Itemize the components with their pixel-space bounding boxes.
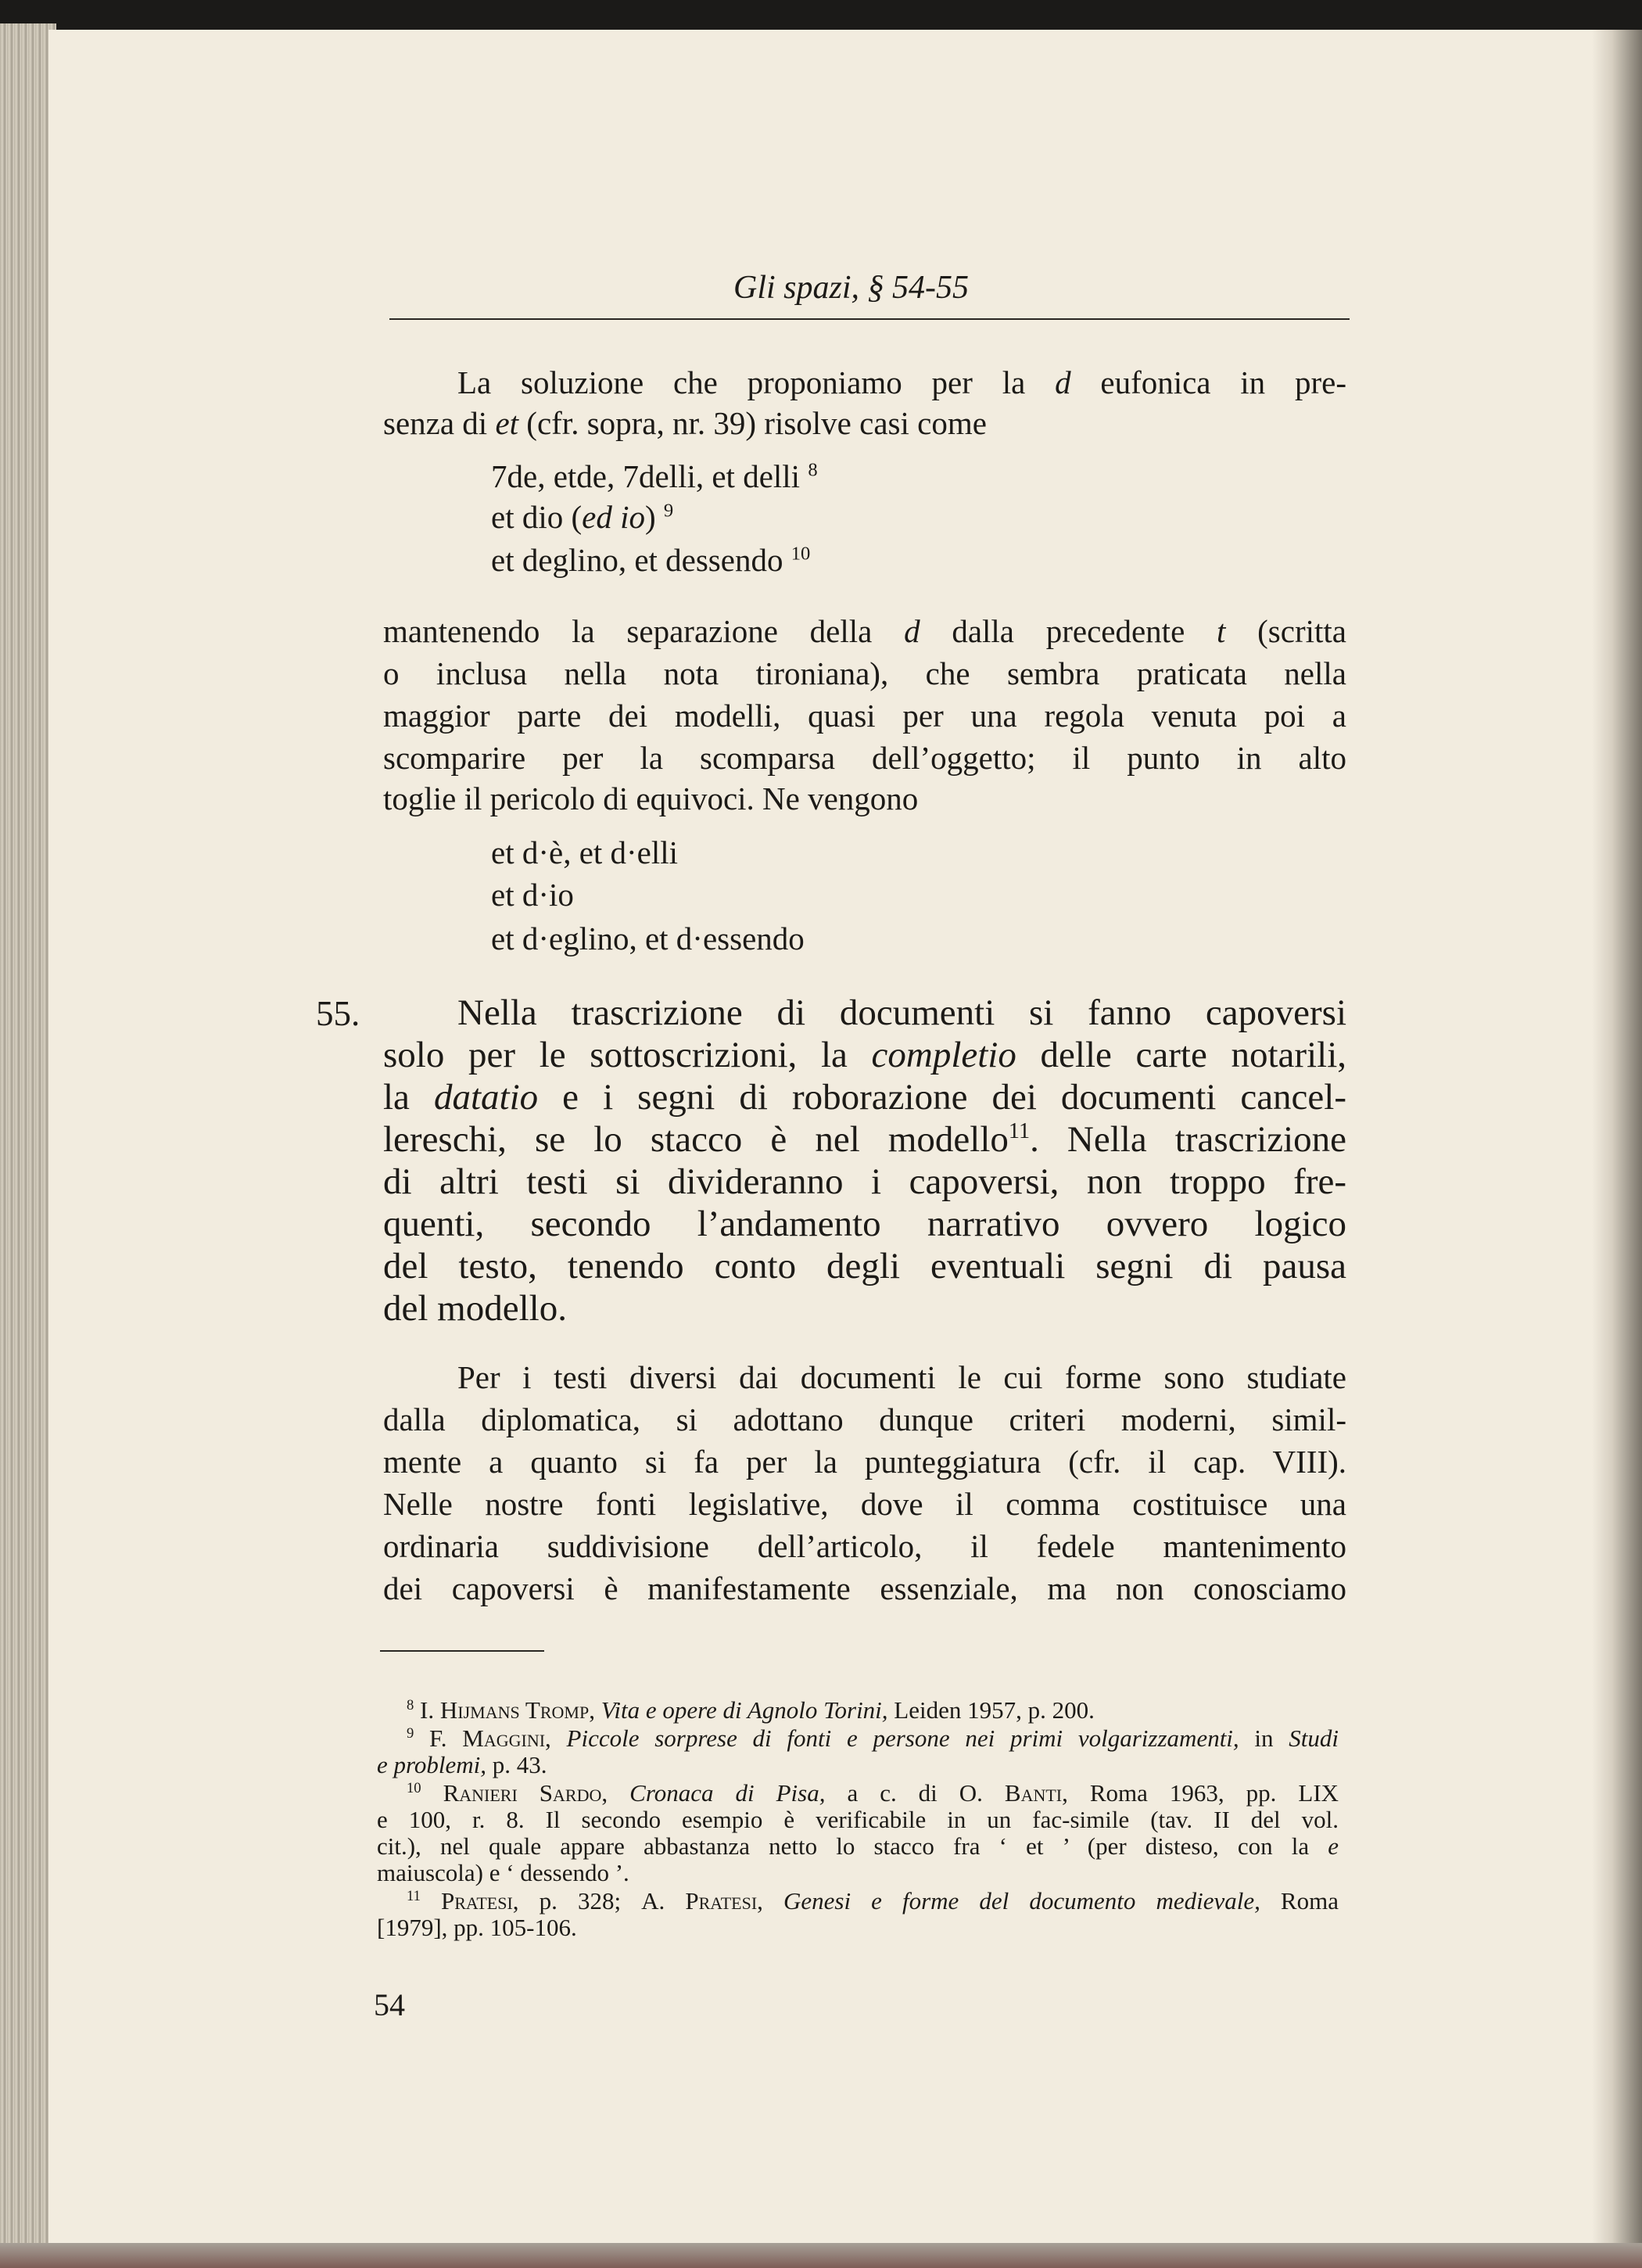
example-line: et d·eglino, et d·essendo bbox=[491, 920, 805, 956]
footnote-rule bbox=[380, 1650, 544, 1652]
section55-line8: del modello. bbox=[383, 1288, 567, 1329]
footnote-10-line3: cit.), nel quale appare abbastanza netto lo stacco fra ‘ et ’ (per disteso, con la e bbox=[377, 1832, 1339, 1860]
footnote-11-line2: [1979], pp. 105-106. bbox=[377, 1914, 577, 1941]
example-line: et deglino, et dessendo $^{10}$ bbox=[491, 542, 811, 578]
section55-line6: quenti, secondo l’andamento narrativo ovvero logico bbox=[383, 1204, 1346, 1244]
para3-line2: dalla diplomatica, si adottano dunque criteri moderni, simil- bbox=[383, 1401, 1346, 1437]
para2-line4: scomparire per la scomparsa dell’oggetto; il punto in alto bbox=[383, 740, 1346, 776]
para3-line3: mente a quanto si fa per la punteggiatura (cfr. il cap. VIII). bbox=[383, 1444, 1346, 1480]
footnote-10-line2: e 100, r. 8. Il secondo esempio è verificabile in un fac-simile (tav. II del vol. bbox=[377, 1806, 1339, 1833]
para2-line2: o inclusa nella nota tironiana), che sembra praticata nella bbox=[383, 655, 1346, 691]
para3-line5: ordinaria suddivisione dell’articolo, il fedele mantenimento bbox=[383, 1528, 1346, 1564]
para1-line1: La soluzione che proponiamo per la d eufonica in pre- bbox=[457, 364, 1346, 400]
section55-line1: Nella trascrizione di documenti si fanno capoversi bbox=[457, 992, 1346, 1033]
footnote-8: $^8$ I. Hijmans Tromp, Vita e opere di Agnolo Torini, Leiden 1957, p. 200. bbox=[407, 1696, 1095, 1724]
footnote-10-line4: maiuscola) e ‘ dessendo ’. bbox=[377, 1859, 629, 1886]
para3-line4: Nelle nostre fonti legislative, dove il comma costituisce una bbox=[383, 1486, 1346, 1522]
page-fold-shadow bbox=[1592, 30, 1642, 2243]
section55-line5: di altri testi si divideranno i capoversi, non troppo fre- bbox=[383, 1161, 1346, 1202]
section55-line7: del testo, tenendo conto degli eventuali segni di pausa bbox=[383, 1246, 1346, 1287]
footnote-9: $^9$ F. Maggini, Piccole sorprese di fonti e persone nei primi volgarizzamenti, in Studi bbox=[407, 1724, 1339, 1752]
para2-line1: mantenendo la separazione della d dalla precedente t (scritta bbox=[383, 613, 1346, 649]
para1-line2: senza di et (cfr. sopra, nr. 39) risolve casi come bbox=[383, 405, 987, 441]
footnote-ref: 11 bbox=[1008, 1119, 1031, 1144]
example-line: 7de, etde, 7delli, et delli $^8$ bbox=[491, 458, 818, 494]
section-number: 55. bbox=[316, 994, 360, 1033]
bottom-cover-edge bbox=[0, 2243, 1642, 2268]
example-line: et dio (ed io) $^9$ bbox=[491, 499, 674, 535]
section55-line3: la datatio e i segni di roborazione dei documenti cancel- bbox=[383, 1077, 1346, 1118]
header-rule bbox=[389, 318, 1350, 320]
para2-line5: toglie il pericolo di equivoci. Ne vengono bbox=[383, 781, 919, 816]
footnote-ref: 8 bbox=[808, 459, 818, 481]
section55-line4: lereschi, se lo stacco è nel modello$^{11}$. Nella trascrizione bbox=[383, 1119, 1346, 1160]
example-line: et d·è, et d·elli bbox=[491, 834, 679, 870]
footnote-11: $^{11}$ Pratesi, p. 328; A. Pratesi, Genesi e forme del documento medievale, Roma bbox=[407, 1887, 1339, 1915]
running-header: Gli spazi, § 54-55 bbox=[733, 270, 970, 306]
footnote-ref: 10 bbox=[791, 543, 811, 565]
footnote-10: $^{10}$ Ranieri Sardo, Cronaca di Pisa, a c. di O. Banti, Roma 1963, pp. LIX bbox=[407, 1779, 1339, 1807]
page-number: 54 bbox=[374, 1987, 405, 2022]
example-line: et d·io bbox=[491, 877, 574, 913]
footnote-ref: 9 bbox=[663, 500, 674, 522]
section55-line2: solo per le sottoscrizioni, la completio delle carte notarili, bbox=[383, 1035, 1346, 1075]
footnote-9-cont: e problemi, p. 43. bbox=[377, 1751, 547, 1778]
para2-line3: maggior parte dei modelli, quasi per una regola venuta poi a bbox=[383, 698, 1346, 734]
para3-line6: dei capoversi è manifestamente essenziale, ma non conosciamo bbox=[383, 1570, 1346, 1606]
para3-line1: Per i testi diversi dai documenti le cui forme sono studiate bbox=[457, 1359, 1346, 1395]
